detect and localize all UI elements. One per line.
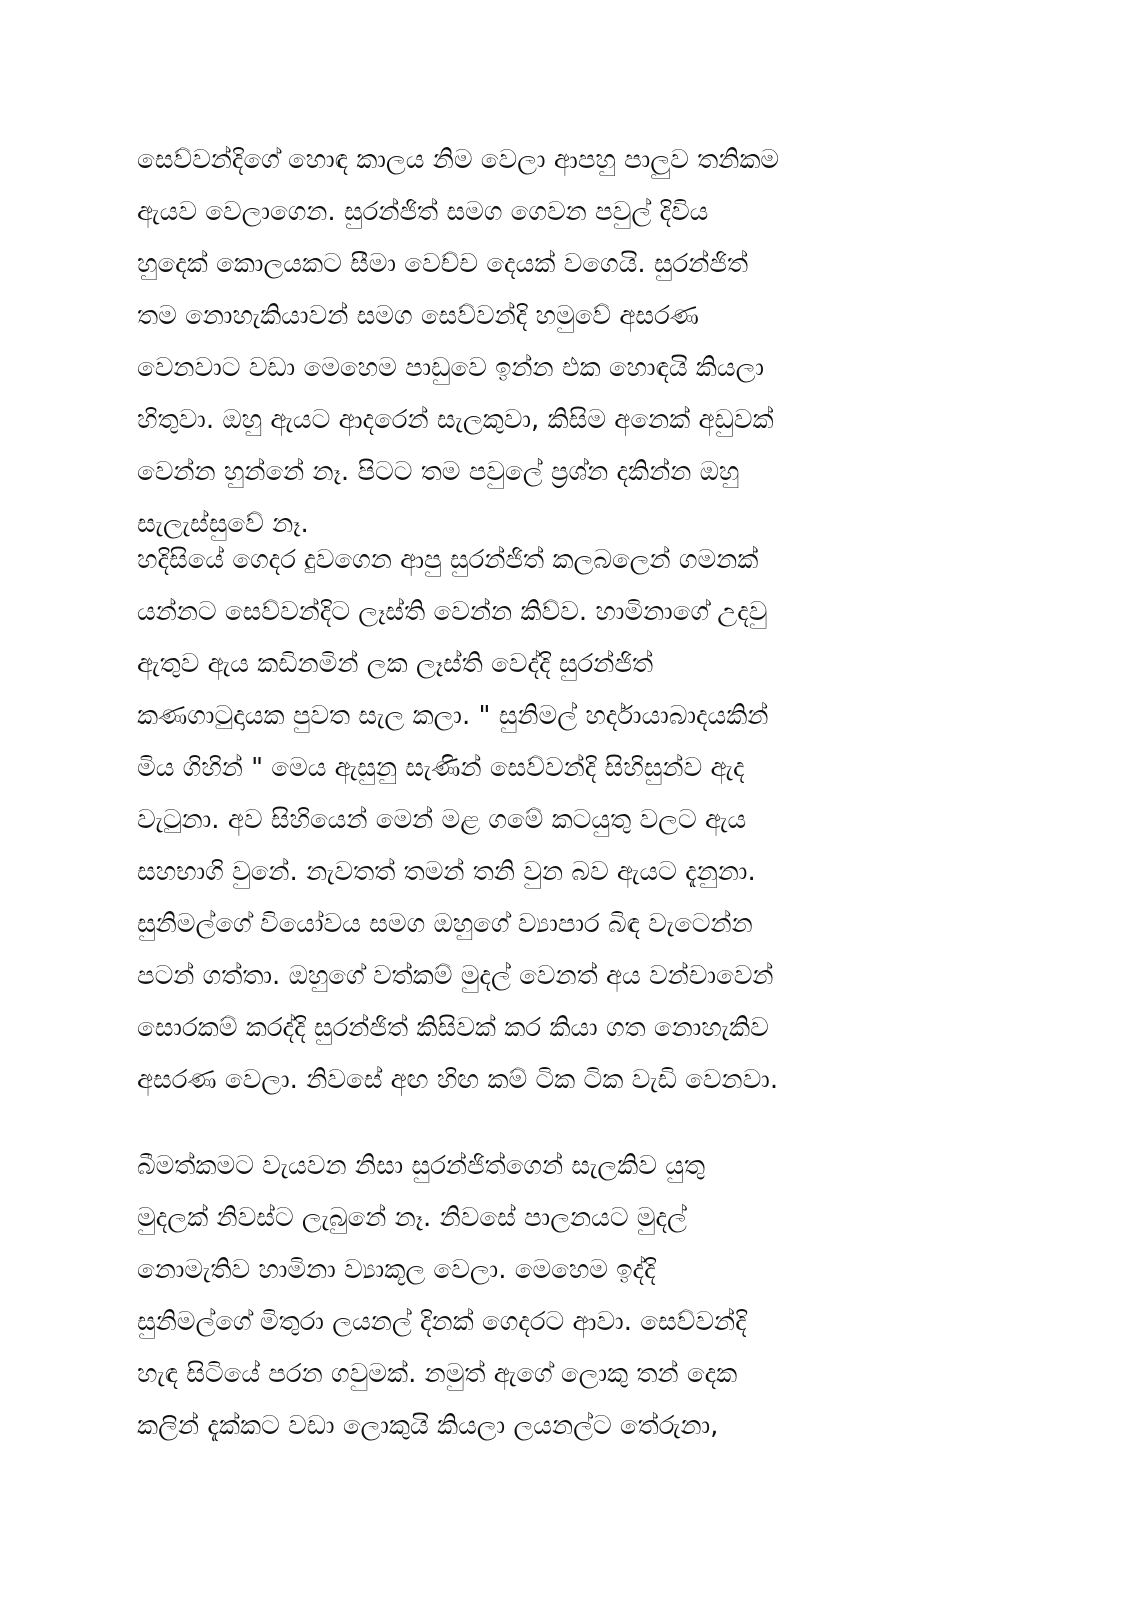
text-line: සුනිමල්ගේ මිතුරා ලයනල් දිනක් ගෙදරට ආවා. සෙව්වන්දි bbox=[137, 1307, 747, 1337]
text-line: සැලැස්සුවේ නෑ. bbox=[137, 509, 309, 539]
text-line: සොරකම් කරද්දි සුරන්ජිත් කිසිවක් කර කියා ගත නොහැකිව bbox=[137, 1013, 769, 1043]
text-line: බීමත්කමට වැයවන නිසා සුරන්ජිත්ගෙන් සැලකිව යුතු bbox=[137, 1151, 706, 1181]
paragraph-3 bbox=[137, 1140, 1017, 1452]
text-line: මිය ගිහින් " මෙය ඇසුනු සැණින් සෙව්වන්දි සිහිසුන්ව ඇද bbox=[137, 753, 745, 783]
text-line: තම නොහැකියාවන් සමග සෙව්වන්දි හමුවේ අසරණ bbox=[137, 301, 699, 331]
paragraph-2 bbox=[137, 534, 1017, 1106]
text-line: කණගාටුදායක පුවත සැල කලා. " සුනිමල් හර්දායාබාදයකින් bbox=[137, 701, 769, 731]
text-line: මුදලක් නිවස්ට ලැබුනේ නෑ. නිවසේ පාලනයට මුදල් bbox=[137, 1203, 687, 1233]
text-line: නොමැතිව හාමිනා ව්‍යාකූල වෙලා. මෙහෙම ඉද්දි bbox=[137, 1255, 656, 1285]
text-line: හිතුවා. ඔහු ඇයට ආදරෙන් සැලකුවා, කිසිම අනෙක් අඩුවක් bbox=[137, 405, 774, 435]
text-line: අසරණ වෙලා. නිවසේ අඟ හිඟ කම් ටික ටික වැඩි වෙනවා. bbox=[137, 1065, 779, 1095]
text-line: හැඳ සිටියේ පරන ගවුමක්. නමුත් ඇගේ ලොකු තන් දෙක bbox=[137, 1359, 738, 1389]
text-line: යන්නට සෙව්වන්දිට ලෑස්ති වෙන්න කිව්ව. හාමිනාගේ උදවු bbox=[137, 597, 768, 627]
paragraph-1 bbox=[137, 134, 1017, 550]
text-line: වෙනවාට වඩා මෙහෙම පාඩුවෙ ඉන්න එක හොඳයි කියලා bbox=[137, 353, 764, 383]
text-line: වැටුනා. අව සිහියෙන් මෙන් මළ ගමේ කටයුතු වලට ඇය bbox=[137, 805, 747, 835]
text-line: වෙන්න හුන්නේ නෑ. පිටට තම පවුලේ ප්‍රශ්න දකින්න ඔහු bbox=[137, 457, 740, 487]
text-line: සුනිමල්ගේ වියෝවය සමග ඔහුගේ ව්‍යාපාර බිඳ වැටෙන්න bbox=[137, 909, 753, 939]
text-line: හදිසියේ ගෙදර දුවගෙන ආපු සුරන්ජිත් කලබලෙන් ගමනක් bbox=[137, 545, 759, 575]
text-line: සහභාගි වුනේ. නැවතත් තමන් තනි වුන බව ඇයට දැනුනා. bbox=[137, 857, 756, 887]
text-line: හුදෙක් කොලයකට සීමා වෙච්ච දෙයක් වගෙයි. සුරන්ජිත් bbox=[137, 249, 749, 279]
text-line: කලින් දැක්කට වඩා ලොකුයි කියලා ලයනල්ට තේරුනා, bbox=[137, 1411, 719, 1441]
text-line: ඇයව වෙලාගෙන. සුරන්ජිත් සමග ගෙවන පවුල් දිවිය bbox=[137, 197, 709, 227]
text-line: පටන් ගත්තා. ඔහුගේ වත්කම් මුදල් වෙනත් අය වන්චාවෙන් bbox=[137, 961, 774, 991]
text-line: සෙව්වන්දිගේ හොඳ කාලය නිම වෙලා ආපහු පාලුව තනිකම bbox=[137, 145, 780, 175]
text-line: ඇතුව ඇය කඩිනමින් ලක ලෑස්ති වෙද්දි සුරන්ජිත් bbox=[137, 649, 654, 679]
